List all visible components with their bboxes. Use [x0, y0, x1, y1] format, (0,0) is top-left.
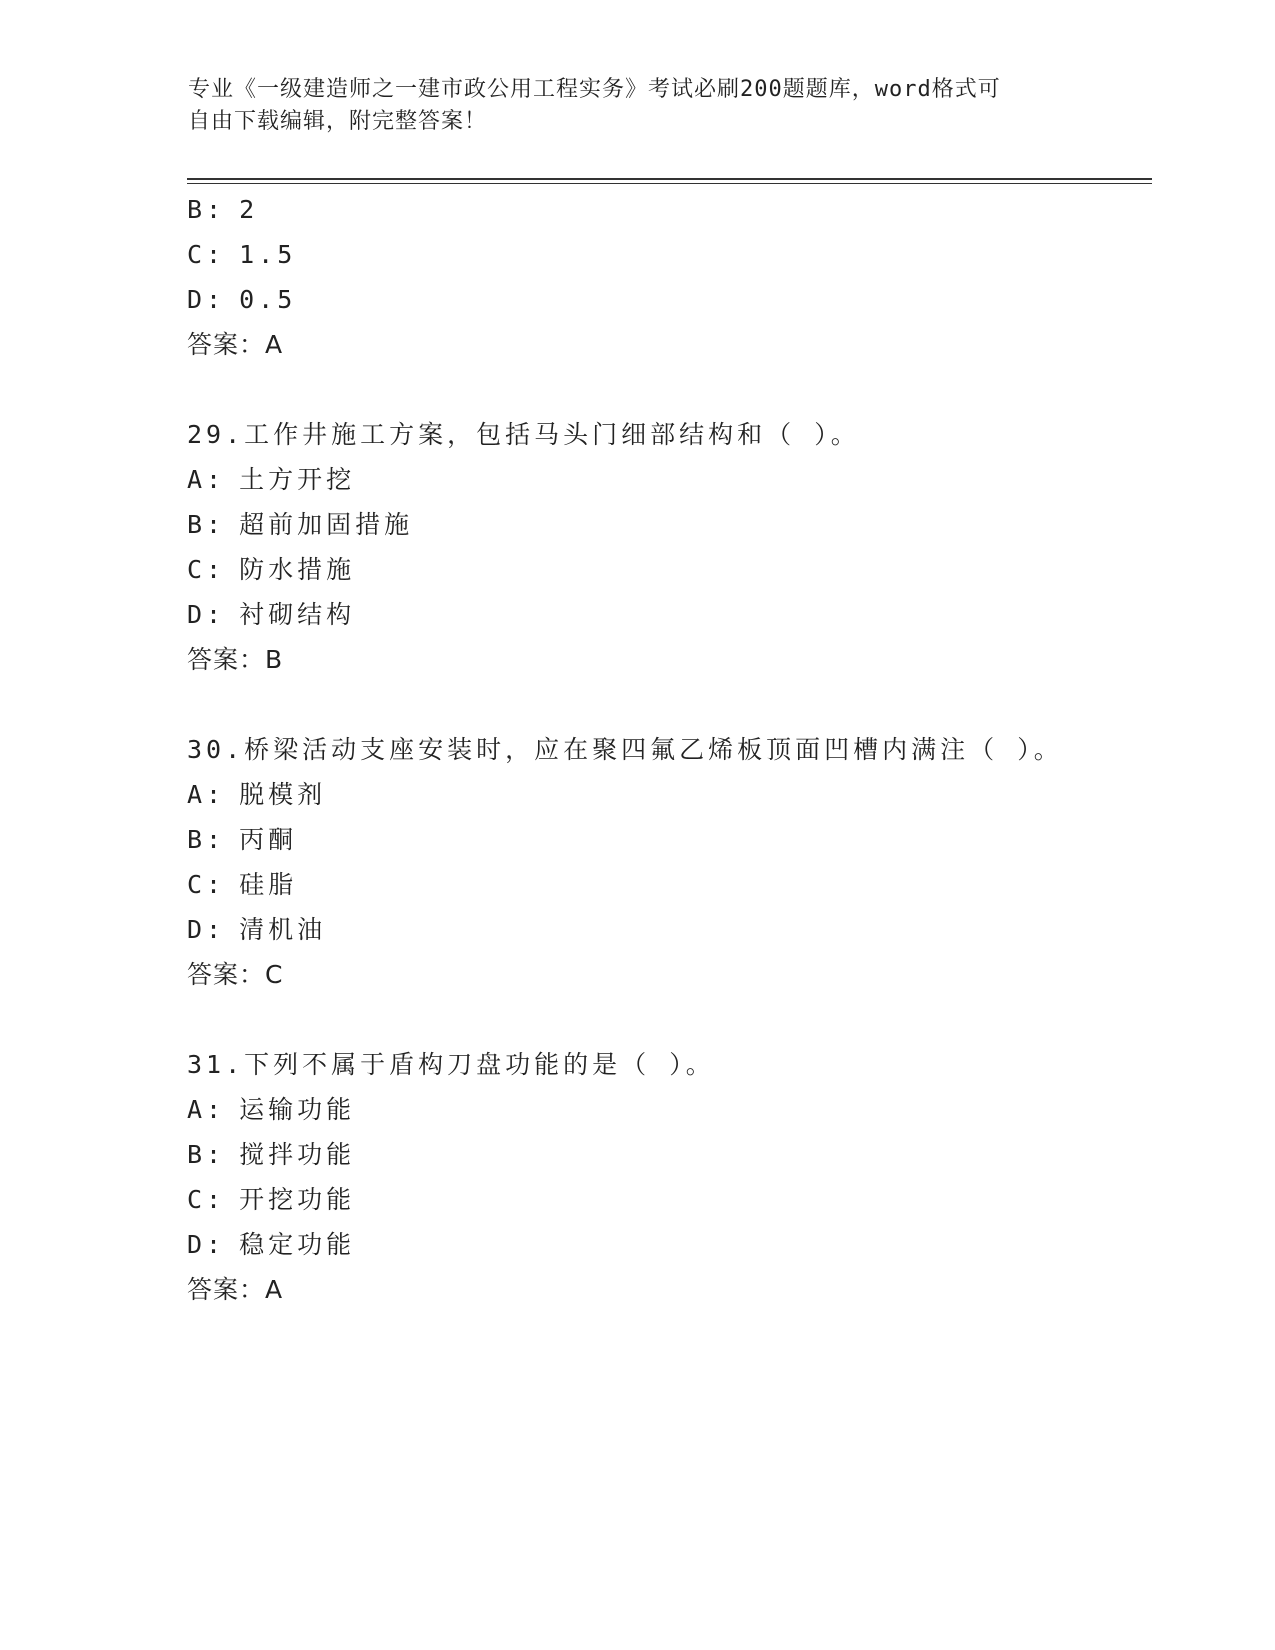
- option-text: 开挖功能: [239, 1185, 356, 1214]
- option-line: [187, 285, 296, 315]
- option-line: [187, 1140, 355, 1170]
- option-line: [187, 780, 326, 810]
- option-label: A:: [187, 780, 226, 809]
- option-line: [187, 915, 326, 945]
- question-stem: [187, 1050, 715, 1080]
- option-label: B:: [187, 825, 226, 854]
- answer-line: 答案：A: [187, 1275, 284, 1304]
- question-stem: [187, 735, 1063, 765]
- option-line: [187, 1230, 355, 1260]
- header-divider: [187, 178, 1152, 180]
- option-label: C:: [187, 240, 226, 269]
- option-label: D:: [187, 600, 226, 629]
- option-text: 防水措施: [239, 555, 356, 584]
- question-text: 29.工作井施工方案，包括马头门细部结构和（ ）。: [187, 420, 860, 449]
- option-text: 丙酮: [239, 825, 298, 854]
- option-text: 清机油: [239, 915, 327, 944]
- question-stem: [187, 420, 860, 450]
- option-text: 超前加固措施: [239, 510, 414, 539]
- option-text: 0.5: [239, 285, 297, 314]
- answer-line: 答案：A: [187, 330, 284, 359]
- option-line: [187, 240, 296, 270]
- answer-line: 答案：C: [187, 960, 284, 989]
- header-line-2: 自由下载编辑，附完整答案！: [188, 109, 488, 134]
- question-text: 31.下列不属于盾构刀盘功能的是（ ）。: [187, 1050, 715, 1079]
- option-label: D:: [187, 915, 226, 944]
- option-text: 稳定功能: [239, 1230, 356, 1259]
- option-text: 运输功能: [239, 1095, 356, 1124]
- option-text: 硅脂: [239, 870, 298, 899]
- answer-line: 答案：B: [187, 645, 284, 674]
- header-line-1: 专业《一级建造师之一建市政公用工程实务》考试必刷200题题库，word格式可: [188, 77, 1001, 102]
- option-line: [187, 1095, 355, 1125]
- document-header: [188, 74, 1068, 138]
- option-line: [187, 195, 258, 225]
- option-line: [187, 825, 297, 855]
- option-label: D:: [187, 1230, 226, 1259]
- option-label: C:: [187, 870, 226, 899]
- option-text: 土方开挖: [239, 465, 356, 494]
- option-label: B:: [187, 195, 226, 224]
- option-text: 衬砌结构: [239, 600, 356, 629]
- option-line: [187, 600, 355, 630]
- header-divider-thin: [187, 183, 1152, 184]
- option-label: A:: [187, 465, 226, 494]
- option-label: D:: [187, 285, 226, 314]
- option-text: 1.5: [239, 240, 297, 269]
- option-text: 搅拌功能: [239, 1140, 356, 1169]
- option-label: B:: [187, 510, 226, 539]
- option-line: [187, 1185, 355, 1215]
- option-text: 脱模剂: [239, 780, 327, 809]
- option-label: B:: [187, 1140, 226, 1169]
- option-label: A:: [187, 1095, 226, 1124]
- question-text: 30.桥梁活动支座安装时，应在聚四氟乙烯板顶面凹槽内满注（ ）。: [187, 735, 1063, 764]
- option-line: [187, 870, 297, 900]
- option-line: [187, 555, 355, 585]
- option-line: [187, 465, 355, 495]
- option-label: C:: [187, 555, 226, 584]
- option-line: [187, 510, 413, 540]
- option-label: C:: [187, 1185, 226, 1214]
- option-text: 2: [239, 195, 259, 224]
